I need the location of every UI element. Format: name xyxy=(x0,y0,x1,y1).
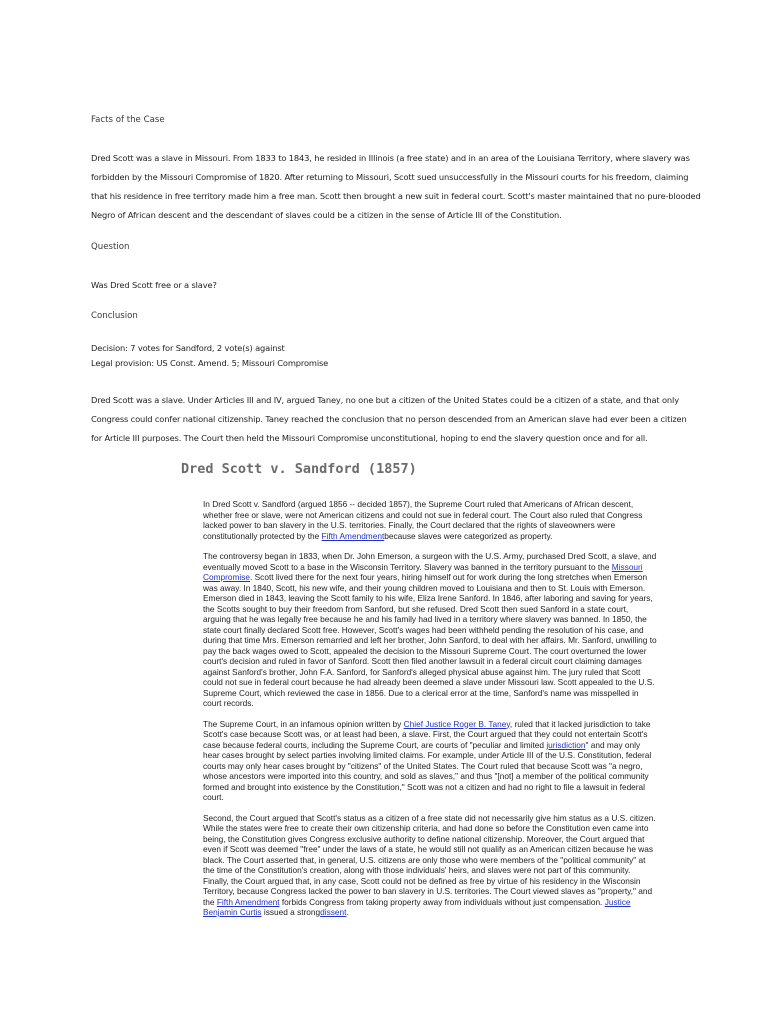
paragraph-text: The controversy began in 1833, when Dr. John Emerson, a surgeon with the U.S. Army, purchased Dred Scott, a slave, and eventually moved Scott to a base in the Wisconsin Territory. Slavery was banned in the territory pursuant to the xyxy=(203,551,657,572)
paragraph-text: because slaves were categorized as property. xyxy=(384,530,553,541)
article-paragraph-1 xyxy=(203,499,658,541)
missouri-compromise-link[interactable]: Missouri Compromise xyxy=(203,561,643,582)
paragraph-text: In Dred Scott v. Sandford (argued 1856 -- decided 1857), the Supreme Court ruled that Americans of African descent, whether free or slave, were not American citizens and could not sue in federal court. The Court also ruled that Congress lacked power to ban slavery in the U.S. territories. Finally, the Court declared that the rights of slaveowners were constitutionally protected by the xyxy=(203,499,643,541)
question-heading: Question xyxy=(91,242,130,252)
conclusion-line: for Article III purposes. The Court then held the Missouri Compromise unconstitutional, hoping to end the slavery question once and for all. xyxy=(91,433,648,443)
dissent-link[interactable]: dissent xyxy=(320,907,347,917)
article-paragraph-4 xyxy=(203,813,658,918)
article-paragraph-2 xyxy=(203,551,658,709)
facts-line: Negro of African descent and the descendant of slaves could be a citizen in the sense of Article III of the Constitution. xyxy=(91,210,562,220)
article-body xyxy=(203,499,658,918)
conclusion-line: Congress could confer national citizenship. Taney reached the conclusion that no person descended from an American slave had ever been a citizen xyxy=(91,414,687,424)
paragraph-text: , ruled that it lacked jurisdiction to take Scott's case because Scott was, or at least had been, a slave. First, the Court argued that they could not entertain Scott's case because federal courts, including the Supreme Court, are courts of "peculiar and limited xyxy=(203,718,651,750)
justice-curtis-link[interactable]: Justice Benjamin Curtis xyxy=(203,896,631,917)
paragraph-text: issued a strong xyxy=(261,907,321,917)
paragraph-text: Second, the Court argued that Scott's status as a citizen of a free state did not necessarily give him status as a U.S. citizen. While the states were free to create their own citizenship criteria, and had done so before the Constitution even came into being, the Constitution gives Congress exclusive authority to define national citizenship. Moreover, the Court argued that even if Scott was deemed "free" under the laws of a state, he would still not qualify as an American citizen because he was black. The Court asserted that, in general, U.S. citizens are only those who were members of the "political community" at the time of the Constitution's creation, along with those individuals' heirs, and slaves were not part of this community. Finally, the Court argued that, in any case, Scott could not be defined as free by virtue of his residency in the Wisconsin Territory, because Congress lacked the power to ban slavery in U.S. territories. The Court viewed slaves as "property," and the xyxy=(203,812,656,907)
facts-line: that his residence in free territory made him a free man. Scott then brought a new suit in federal court. Scott's master maintained that no pure-blooded xyxy=(91,191,701,201)
conclusion-line: Dred Scott was a slave. Under Articles III and IV, argued Taney, no one but a citizen of the United States could be a citizen of a state, and that only xyxy=(91,395,679,405)
facts-heading: Facts of the Case xyxy=(91,115,165,125)
paragraph-text: The Supreme Court, in an infamous opinion written by xyxy=(203,718,404,729)
facts-line: forbidden by the Missouri Compromise of 1820. After returning to Missouri, Scott sued unsuccessfully in the Missouri courts for his freedom, claiming xyxy=(91,172,689,182)
fifth-amendment-link[interactable]: Fifth Amendment xyxy=(216,896,280,907)
paragraph-text: forbids Congress from taking property away from individuals without just compensation. xyxy=(279,896,605,907)
paragraph-text: . xyxy=(346,907,349,917)
question-text: Was Dred Scott free or a slave? xyxy=(91,280,217,290)
legal-provision-text: Legal provision: US Const. Amend. 5; Missouri Compromise xyxy=(91,358,329,368)
decision-text: Decision: 7 votes for Sandford, 2 vote(s) against xyxy=(91,343,285,353)
paragraph-text: . Scott lived there for the next four years, hiring himself out for work during the long stretches when Emerson was away. In 1840, Scott, his new wife, and their young children moved to Louisiana and then to St. Louis with Emerson. Emerson died in 1843, leaving the Scott family to his wife, Eliza Irene Sanford. In 1846, after laboring and saving for years, the Scotts sought to buy their freedom from Sanford, but she refused. Dred Scott then sued Sanford in a state court, arguing that he was legally free because he and his family had lived in a territory where slavery was banned. In 1850, the state court finally declared Scott free. However, Scott's wages had been withheld pending the resolution of his case, and during that time Mrs. Emerson remarried and left her brother, John Sanford, to deal with her affairs. Mr. Sanford, unwilling to pay the back wages owed to Scott, appealed the decision to the Missouri Supreme Court. The court overturned the lower court's decision and ruled in favor of Sanford. Scott then filed another lawsuit in a federal circuit court claiming damages against Sanford's brother, John F.A. Sanford, for Sanford's alleged physical abuse against him. The jury ruled that Scott could not sue in federal court because he had already been deemed a slave under Missouri law. Scott appealed to the U.S. Supreme Court, which reviewed the case in 1856. Due to a clerical error at the time, Sanford's name was misspelled in court records. xyxy=(203,572,657,708)
article-paragraph-3 xyxy=(203,719,658,803)
conclusion-heading: Conclusion xyxy=(91,311,138,321)
paragraph-text: " and may only hear cases brought by select parties involving limited claims. For example, under Article III of the U.S. Constitution, federal courts may only hear cases brought by "citizens" of the United States. The Court ruled that because Scott was "a negro, whose ancestors were imported into this country, and sold as slaves," and thus "[not] a member of the political community formed and brought into existence by the Constitution," Scott was not a citizen and had no right to file a lawsuit in federal court. xyxy=(203,739,652,802)
fifth-amendment-link[interactable]: Fifth Amendment xyxy=(321,530,385,541)
chief-justice-taney-link[interactable]: Chief Justice Roger B. Taney xyxy=(403,718,510,729)
facts-line: Dred Scott was a slave in Missouri. From 1833 to 1843, he resided in Illinois (a free state) and in an area of the Louisiana Territory, where slavery was xyxy=(91,153,690,163)
article-title: Dred Scott v. Sandford (1857) xyxy=(181,461,417,477)
jurisdiction-link[interactable]: jurisdiction xyxy=(546,739,586,750)
